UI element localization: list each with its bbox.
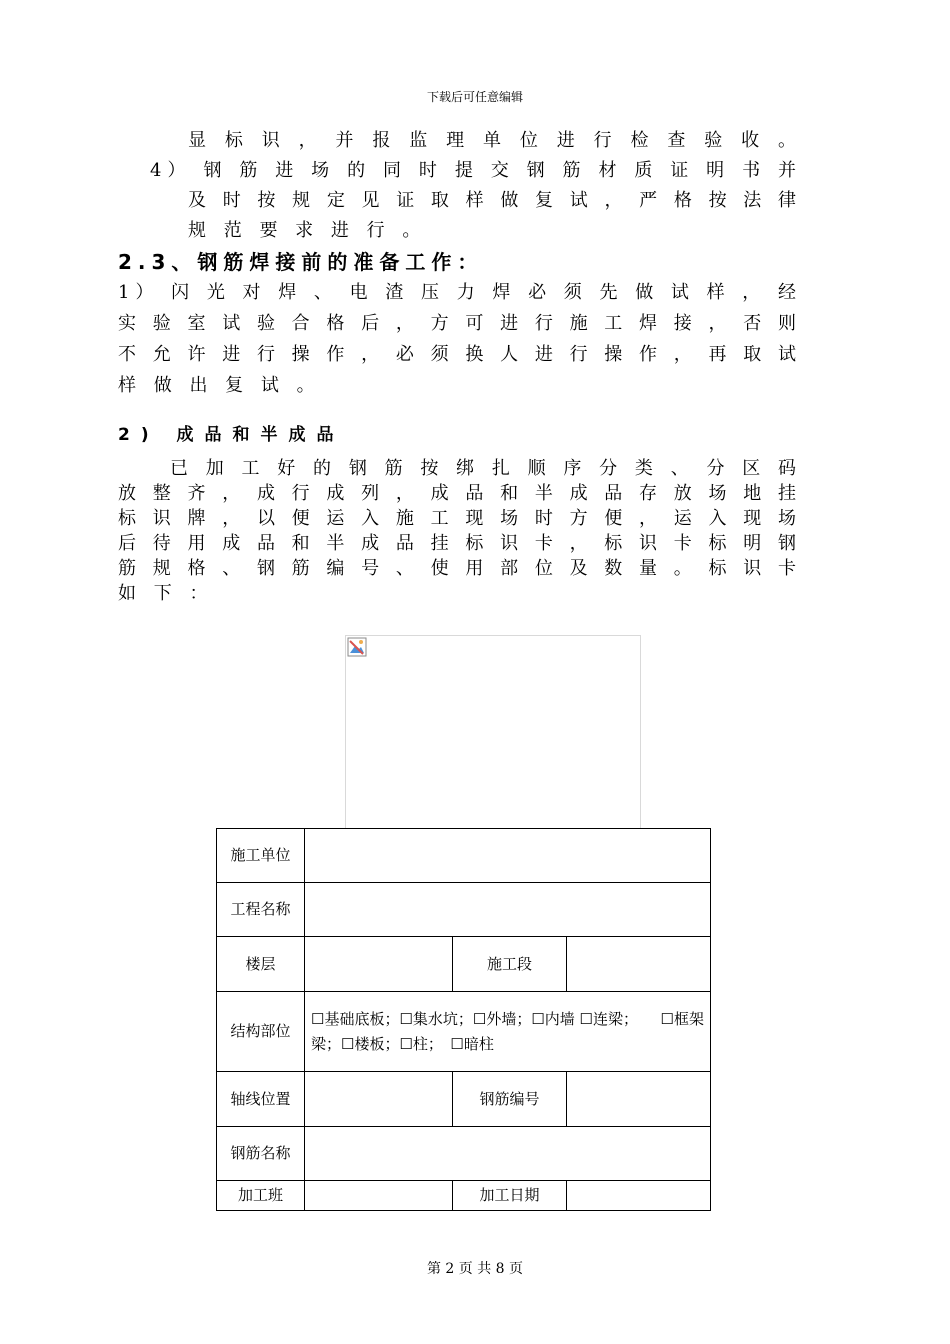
body-line: 1） 闪 光 对 焊 、 电 渣 压 力 焊 必 须 先 做 试 样 ， 经 bbox=[118, 282, 796, 303]
value-rebar-name bbox=[305, 1127, 711, 1181]
value-project-name bbox=[305, 883, 711, 937]
label-processing-date: 加工日期 bbox=[453, 1181, 567, 1211]
label-axis-position: 轴线位置 bbox=[217, 1072, 305, 1127]
body-line: 如 下 ： bbox=[118, 583, 214, 604]
body-line: 及 时 按 规 定 见 证 取 样 做 复 试 ， 严 格 按 法 律 bbox=[188, 190, 796, 211]
page-footer: 第 2 页 共 8 页 bbox=[426, 1261, 524, 1277]
value-axis-position bbox=[305, 1072, 453, 1127]
label-structure-part: 结构部位 bbox=[217, 992, 305, 1072]
structure-part-options: ☐基础底板；☐集水坑；☐外墙；☐内墙 ☐连梁； ☐框架梁；☐楼板；☐柱； ☐暗柱 bbox=[305, 992, 711, 1072]
label-construction-section: 施工段 bbox=[453, 937, 567, 992]
body-line: 不 允 许 进 行 操 作 ， 必 须 换 人 进 行 操 作 ， 再 取 试 bbox=[118, 344, 796, 365]
body-line: 标 识 牌 ， 以 便 运 入 施 工 现 场 时 方 便 ， 运 入 现 场 bbox=[118, 508, 796, 529]
body-line: 规 范 要 求 进 行 。 bbox=[188, 220, 427, 241]
label-rebar-number: 钢筋编号 bbox=[453, 1072, 567, 1127]
body-line: 样 做 出 复 试 。 bbox=[118, 375, 321, 396]
image-placeholder bbox=[345, 635, 641, 828]
rebar-tag-table bbox=[216, 828, 711, 1211]
body-line: 筋 规 格 、 钢 筋 编 号 、 使 用 部 位 及 数 量 。 标 识 卡 bbox=[118, 558, 796, 579]
body-line: 实 验 室 试 验 合 格 后 ， 方 可 进 行 施 工 焊 接 ， 否 则 bbox=[118, 313, 796, 334]
subsection-title: 2) 成品和半成品 bbox=[118, 425, 345, 445]
body-line: 放 整 齐 ， 成 行 成 列 ， 成 品 和 半 成 品 存 放 场 地 挂 bbox=[118, 483, 796, 504]
body-line: 4） 钢 筋 进 场 的 同 时 提 交 钢 筋 材 质 证 明 书 并 bbox=[150, 160, 796, 181]
value-processing-date bbox=[567, 1181, 711, 1211]
body-line: 后 待 用 成 品 和 半 成 品 挂 标 识 卡 ， 标 识 卡 标 明 钢 bbox=[118, 533, 796, 554]
value-construction-unit bbox=[305, 829, 711, 883]
page-header: 下载后可任意编辑 bbox=[426, 90, 523, 104]
value-rebar-number bbox=[567, 1072, 711, 1127]
label-processing-team: 加工班 bbox=[217, 1181, 305, 1211]
label-floor: 楼层 bbox=[217, 937, 305, 992]
label-project-name: 工程名称 bbox=[217, 883, 305, 937]
broken-image-icon bbox=[347, 637, 367, 657]
label-construction-unit: 施工单位 bbox=[217, 829, 305, 883]
value-processing-team bbox=[305, 1181, 453, 1211]
value-construction-section bbox=[567, 937, 711, 992]
label-rebar-name: 钢筋名称 bbox=[217, 1127, 305, 1181]
body-line: 已 加 工 好 的 钢 筋 按 绑 扎 顺 序 分 类 、 分 区 码 bbox=[170, 458, 796, 479]
value-floor bbox=[305, 937, 453, 992]
section-title: 2.3、钢筋焊接前的准备工作： bbox=[118, 250, 484, 274]
body-line: 显 标 识 ， 并 报 监 理 单 位 进 行 检 查 验 收 。 bbox=[188, 130, 796, 151]
